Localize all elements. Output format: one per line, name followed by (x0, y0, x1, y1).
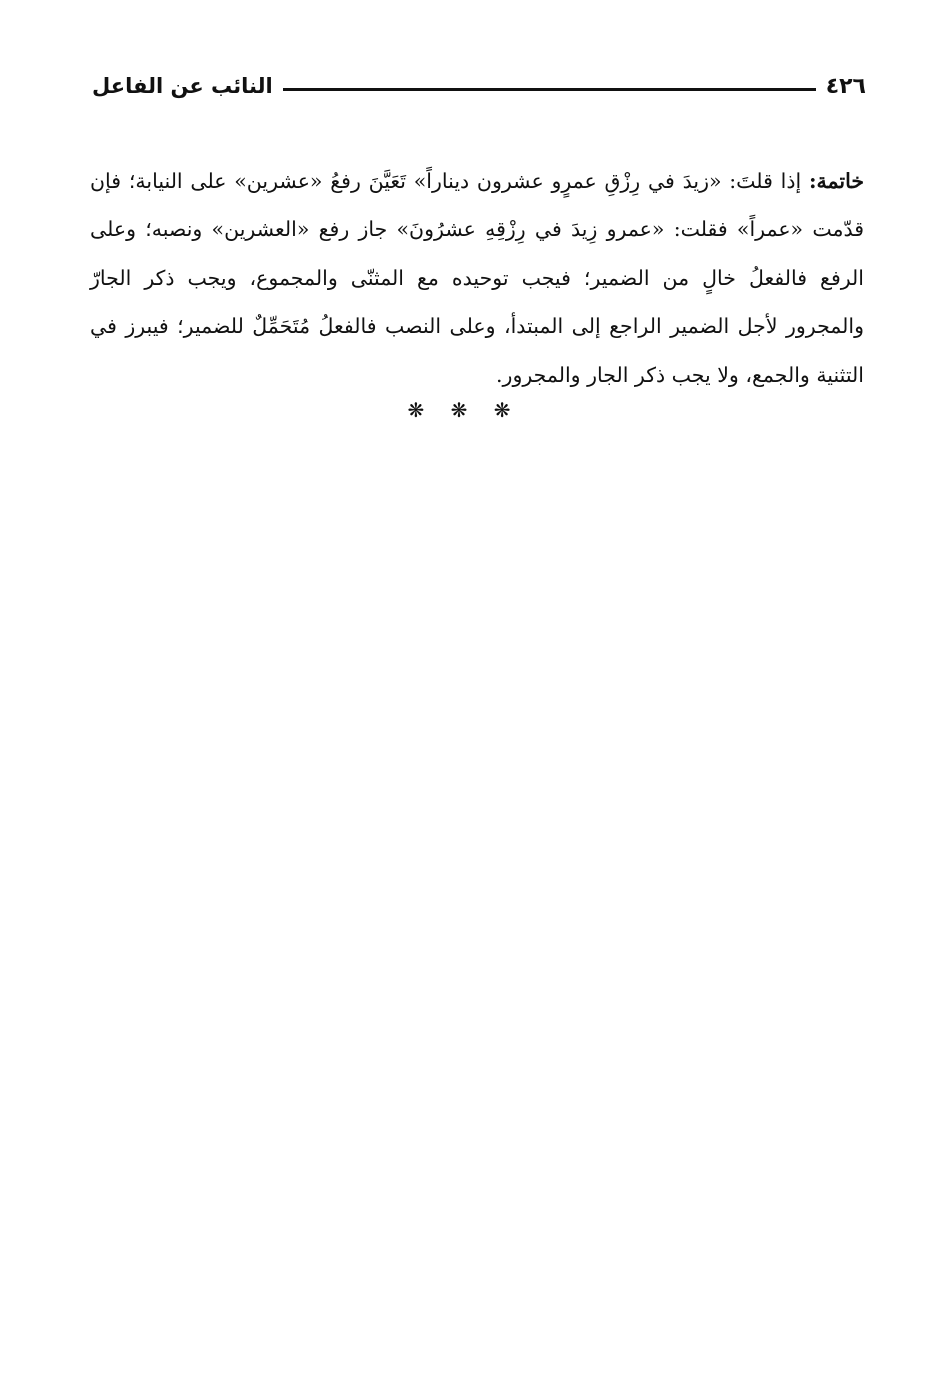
running-title: النائب عن الفاعل (92, 74, 273, 98)
body-paragraph (90, 157, 864, 400)
section-separator: ❋ ❋ ❋ (407, 398, 521, 422)
page-number: ٤٢٦ (825, 73, 866, 99)
lead-term: خاتمة: (808, 168, 864, 193)
page-header (92, 66, 866, 106)
paragraph-text: إذا قلتَ: «زيدَ في رِزْقِ عمرٍو عشرون ديناراً» تَعَيَّنَ رفعُ «عشرين» على النيابة؛ فإن قدّمت «عمراً» فقلت: «عمرو زِيدَ في رِزْقِهِ عشرُونَ» جاز رفع «العشرين» ونصبه؛ وعلى الرفع فالفعلُ خالٍ من الضمير؛ فيجب توحيده مع المثنّى والمجموع، ويجب ذكر الجارّ والمجرور لأجل الضمير الراجع إلى المبتدأ، وعلى النصب فالفعلُ مُتَحَمِّلٌ للضمير؛ فيبرز في التثنية والجمع، ولا يجب ذكر الجار والمجرور. (90, 168, 864, 387)
header-rule (283, 88, 816, 91)
